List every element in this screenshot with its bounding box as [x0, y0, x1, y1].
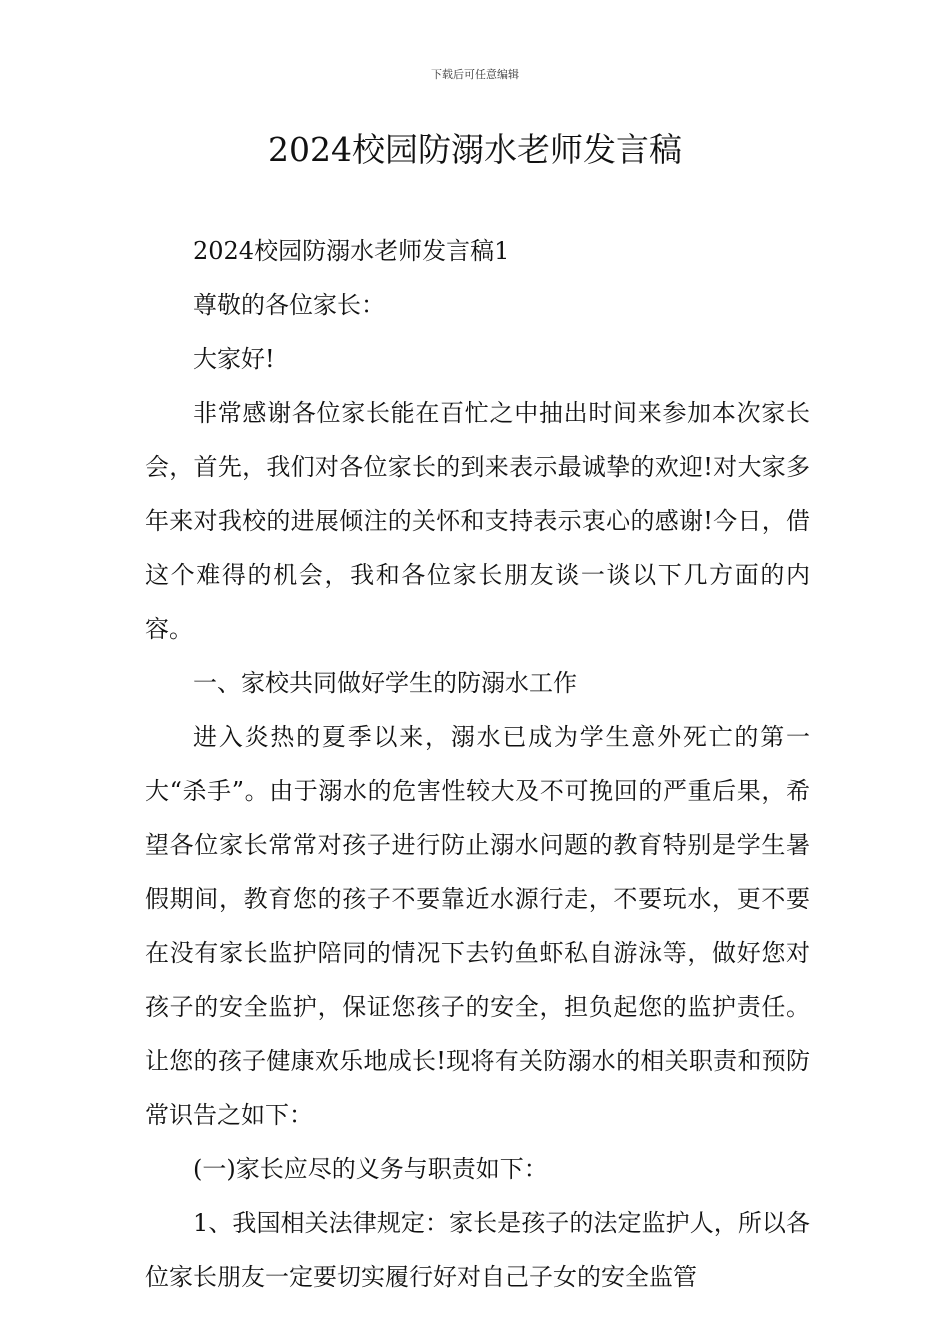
- paragraph-subtitle: 2024校园防溺水老师发言稿1: [193, 237, 510, 265]
- paragraph-drowning: 进入炎热的夏季以来，溺水已成为学生意外死亡的第一大“杀手”。由于溺水的危害性较大及不可挽回的严重后果，希望各位家长常常对孩子进行防止溺水问题的教育特别是学生暑假期间，教育您的孩子不要靠近水源行走，不要玩水，更不要在没有家长监护陪同的情况下去钓鱼虾私自游泳等，做好您对孩子的安全监护，保证您孩子的安全，担负起您的监护责任。让您的孩子健康欢乐地成长!现将有关防溺水的相关职责和预防常识告之如下：: [145, 723, 810, 1129]
- document-title: 2024校园防溺水老师发言稿: [268, 130, 682, 169]
- paragraph-salutation: 尊敬的各位家长：: [193, 291, 385, 319]
- paragraph-intro: 非常感谢各位家长能在百忙之中抽出时间来参加本次家长会，首先，我们对各位家长的到来表示最诚挚的欢迎!对大家多年来对我校的进展倾注的关怀和支持表示衷心的感谢!今日，借这个难得的机会，我和各位家长朋友谈一谈以下几方面的内容。: [145, 399, 810, 643]
- section-heading: 一、家校共同做好学生的防溺水工作: [193, 669, 577, 697]
- paragraph-law: 1、我国相关法律规定：家长是孩子的法定监护人，所以各位家长朋友一定要切实履行好对自己子女的安全监管: [145, 1209, 810, 1291]
- header-note: 下载后可任意编辑: [431, 68, 519, 81]
- document-body: [145, 224, 810, 1304]
- paragraph-greeting: 大家好!: [193, 345, 275, 373]
- subsection-heading: (一)家长应尽的义务与职责如下：: [193, 1155, 548, 1183]
